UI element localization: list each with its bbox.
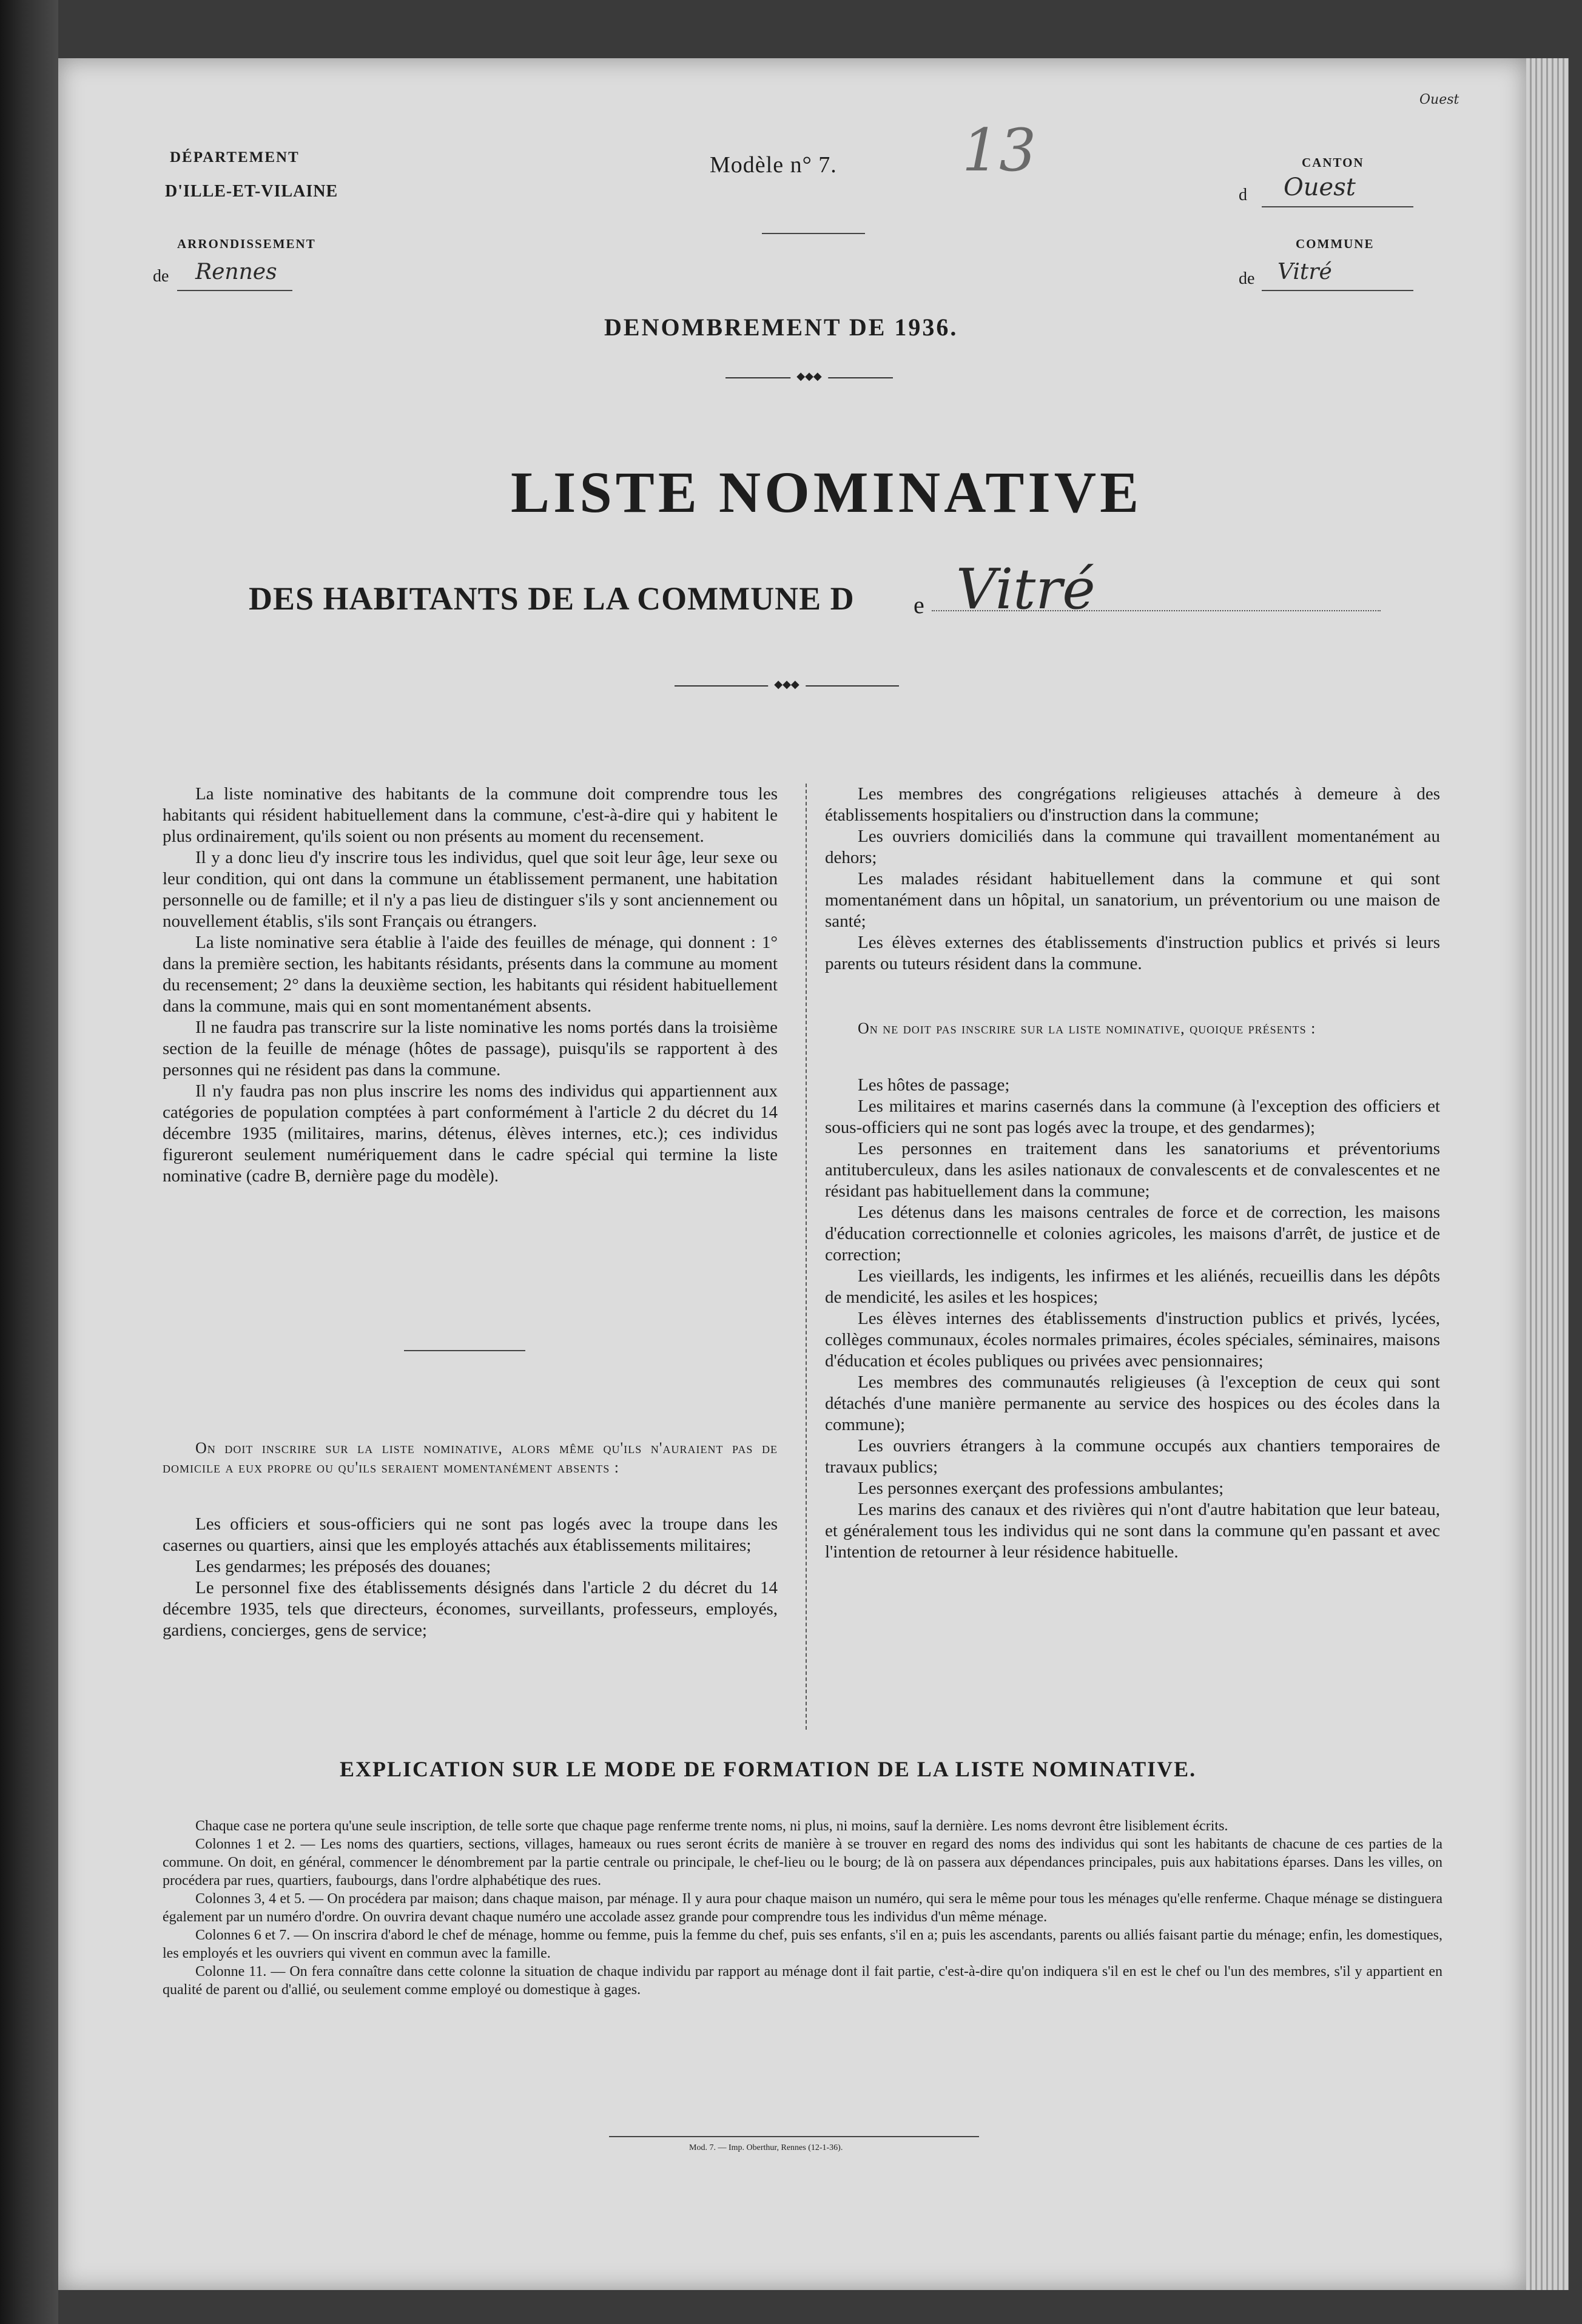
title-ornament: ◆◆◆ [675, 685, 899, 687]
explanation-paragraph: Chaque case ne portera qu'une seule inscription, de telle sorte que chaque page renferme trente noms, ni plus, ni moins, sauf la dernière. Les noms devront être lisiblement écrits. [195, 1818, 1228, 1834]
census-title: DENOMBREMENT DE 1936. [604, 314, 958, 341]
handwritten-page-number: 13 [962, 116, 1037, 184]
census-ornament: ◆◆◆ [725, 377, 893, 378]
left-paragraph: La liste nominative des habitants de la commune doit comprendre tous les habitants qui résident habituellement dans la commune, c'est-à-dire qui y habitent le plus ordinairement, qu'ils soient ou non présents au moment du recensement. [163, 784, 778, 846]
explanation-paragraph: Colonnes 1 et 2. — Les noms des quartiers, sections, villages, hameaux ou rues seront écrits de manière à se trouver en regard des noms des individus qui sont les habitants de chacune de ces parties de la commune. On doit, en général, commencer le dénombrement par la partie centrale ou principale, le chef-lieu ou le bourg; de là on passera aux dépendances principales, puis aux habitations éparses. Dans les villes, on procédera par rues, quartiers, faubourgs, dans l'ordre alphabétique des rues. [163, 1836, 1442, 1889]
left-paragraph: Il ne faudra pas transcrire sur la liste nominative les noms portés dans la troisième section de la feuille de ménage (hôtes de passage), puisqu'ils se rapportent à des personnes qui ne résident pas dans la commune. [163, 1018, 778, 1080]
left-section-paragraph: Les gendarmes; les préposés des douanes; [195, 1557, 491, 1576]
commune-line-underline [932, 610, 1381, 611]
commune-label: COMMUNE [1296, 237, 1375, 251]
column-divider [806, 784, 807, 1730]
right-section-paragraph: Les hôtes de passage; [858, 1075, 1010, 1095]
right-section-paragraph: Les vieillards, les indigents, les infirmes et les aliénés, recueillis dans les dépôts de mendicité, les asiles et les hospices; [825, 1266, 1440, 1307]
right-section-paragraph: Les membres des communautés religieuses (à l'exception de ceux qui sont détachés d'une manière permanente au service des hospices ou des écoles dans la commune); [825, 1372, 1440, 1434]
left-section-paragraph: Le personnel fixe des établissements désignés dans l'article 2 du décret du 14 décembre 1935, tels que directeurs, économes, surveillants, professeurs, employés, gardiens, concierges, gens de service; [163, 1578, 778, 1640]
left-paragraph: Il n'y faudra pas non plus inscrire les noms des individus qui appartiennent aux catégories de population comptées à part conformément à l'article 2 du décret du 14 décembre 1935 (militaires, marins, détenus, élèves internes, etc.); ces individus figureront seulement numériquement dans le cadre spécial qui termine la liste nominative (cadre B, dernière page du modèle). [163, 1081, 778, 1186]
left-section-heading: On doit inscrire sur la liste nominative, alors même qu'ils n'auraient pas de domicile a eux propre ou qu'ils seraient momentanément absents : [163, 1439, 778, 1476]
arrondissement-prefix: de [153, 267, 169, 286]
right-paragraph: Les ouvriers domiciliés dans la commune qui travaillent momentanément au dehors; [825, 827, 1440, 867]
departement-value: D'ILLE-ET-VILAINE [165, 182, 338, 201]
right-section [825, 1075, 1440, 1563]
right-section-paragraph: Les personnes en traitement dans les sanatoriums et préventoriums antituberculeux, dans les asiles nationaux de convalescents et de convalescentes et ne résidant pas habituellement dans la commune; [825, 1139, 1440, 1201]
left-section-paragraph: Les officiers et sous-officiers qui ne sont pas logés avec la troupe dans les casernes ou quartiers, ainsi que les employés attachés aux établissements militaires; [163, 1514, 778, 1555]
commune-value: Vitré [1277, 260, 1332, 284]
left-separator [404, 1350, 525, 1351]
corner-note: Ouest [1419, 92, 1459, 107]
canton-prefix: d [1239, 186, 1247, 204]
printer-imprint: Mod. 7. — Imp. Oberthur, Rennes (12-1-36). [689, 2143, 843, 2152]
arrondissement-value: Rennes [195, 260, 277, 284]
canton-value: Ouest [1284, 173, 1356, 201]
page-edges [1526, 58, 1569, 2290]
left-paragraph: Il y a donc lieu d'y inscrire tous les individus, quel que soit leur âge, leur sexe ou leur condition, qui ont dans la commune un établissement permanent, une habitation personnelle ou de famille; et il n'y a pas lieu de distinguer s'ils y sont anciennement ou nouvellement établis, s'ils sont Français ou étrangers. [163, 848, 778, 931]
footer-rule [609, 2136, 979, 2137]
right-section-paragraph: Les détenus dans les maisons centrales de force et de correction, les maisons d'éducation correctionnelle et colonies agricoles, les maisons d'arrêt, de justice et de correction; [825, 1203, 1440, 1264]
explanation-paragraph: Colonnes 6 et 7. — On inscrira d'abord le chef de ménage, homme ou femme, puis la femme du chef, puis ses enfants, s'il en a; puis les ascendants, parents ou alliés faisant partie du ménage; enfin, les domestiques, les employés et les ouvriers qui vivent en commun avec la famille. [163, 1927, 1442, 1961]
right-paragraph: Les élèves externes des établissements d'instruction publics et privés si leurs parents ou tuteurs résident dans la commune. [825, 933, 1440, 973]
left-section [163, 1514, 778, 1641]
canton-underline [1262, 206, 1413, 207]
right-section-paragraph: Les personnes exerçant des professions ambulantes; [858, 1479, 1224, 1498]
explanation-body [163, 1817, 1442, 1999]
explanation-heading: EXPLICATION SUR LE MODE DE FORMATION DE LA LISTE NOMINATIVE. [340, 1757, 1197, 1781]
explanation-paragraph: Colonne 11. — On fera connaître dans cette colonne la situation de chaque individu par rapport au ménage dont il fait partie, c'est-à-dire qu'on indiquera s'il en est le chef ou l'un des membres, s'il y appartient en qualité de parent ou d'allié, ou seulement comme employé ou domestique à gages. [163, 1964, 1442, 1998]
modele-rule [762, 233, 865, 234]
canton-label: CANTON [1302, 155, 1364, 170]
explanation-paragraph: Colonnes 3, 4 et 5. — On procédera par maison; dans chaque maison, par ménage. Il y aura pour chaque maison un numéro, qui sera le même pour tous les ménages qu'elle renferme. Chaque ménage se distinguera également par un numéro d'ordre. On ouvrira devant chaque numéro une accolade assez grande pour comprendre tous les individus d'un même ménage. [163, 1891, 1442, 1925]
book-binding [0, 0, 58, 2324]
modele-number: Modèle n° 7. [710, 152, 837, 178]
arrondissement-label: ARRONDISSEMENT [177, 237, 316, 251]
right-section-paragraph: Les ouvriers étrangers à la commune occupés aux chantiers temporaires de travaux publics; [825, 1436, 1440, 1477]
commune-line-suffix: e [914, 591, 924, 619]
right-section-heading: On ne doit pas inscrire sur la liste nominative, quoique présents : [858, 1019, 1316, 1037]
left-column [163, 784, 778, 1187]
departement-label: DÉPARTEMENT [170, 149, 300, 166]
main-title: LISTE NOMINATIVE [511, 460, 1143, 525]
commune-underline [1262, 290, 1413, 291]
right-column [825, 784, 1440, 975]
commune-prefix: de [1239, 269, 1255, 288]
commune-line-prefix: DES HABITANTS DE LA COMMUNE D [249, 580, 855, 617]
left-paragraph: La liste nominative sera établie à l'aide des feuilles de ménage, qui donnent : 1° dans la première section, les habitants résidants, présents dans la commune au moment du recensement; 2° dans la deuxième section, les habitants qui résident habituellement dans la commune, mais qui en sont momentanément absents. [163, 933, 778, 1016]
arrondissement-underline [177, 290, 292, 291]
right-section-paragraph: Les élèves internes des établissements d'instruction publics et privés, lycées, collèges communaux, écoles normales primaires, écoles spéciales, séminaires, maisons d'éducation et écoles publiques ou privées avec pensionnaires; [825, 1309, 1440, 1371]
census-form-page [58, 58, 1526, 2290]
right-section-paragraph: Les marins des canaux et des rivières qui n'ont d'autre habitation que leur bateau, et généralement tous les individus qui ne sont dans la commune qu'en passant et avec l'intention de retourner à leur résidence habituelle. [825, 1500, 1440, 1562]
right-paragraph: Les malades résidant habituellement dans la commune et qui sont momentanément dans un hôpital, un sanatorium, un préventorium ou une maison de santé; [825, 869, 1440, 931]
right-section-paragraph: Les militaires et marins casernés dans la commune (à l'exception des officiers et sous-officiers qui ne sont pas logés avec la troupe, et des gendarmes); [825, 1097, 1440, 1137]
right-paragraph: Les membres des congrégations religieuses attachés à demeure à des établissements hospitaliers ou d'instruction dans la commune; [825, 784, 1440, 825]
commune-line-value: Vitré [956, 557, 1096, 622]
